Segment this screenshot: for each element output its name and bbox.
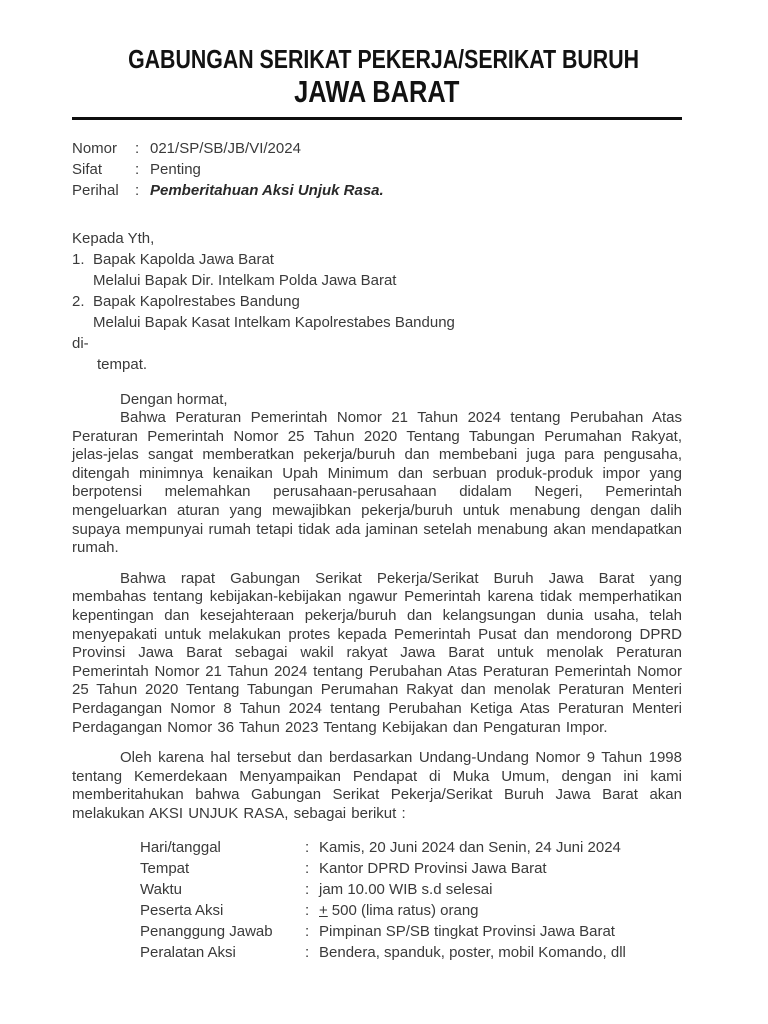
detail-value-place: Kantor DPRD Provinsi Jawa Barat [319, 860, 547, 878]
recipient-number: 2. [72, 293, 85, 310]
participants-count: 500 (lima ratus) orang [331, 902, 479, 920]
letter-nature: Penting [150, 161, 201, 178]
recipient-number: 1. [72, 251, 85, 268]
recipient-via: Melalui Bapak Kasat Intelkam Kapolrestabes Bandung [93, 314, 455, 331]
letter-number: 021/SP/SB/JB/VI/2024 [150, 140, 301, 157]
detail-value-equipment: Bendera, spanduk, poster, mobil Komando, dll [319, 944, 626, 962]
paragraph-3: Oleh karena hal tersebut dan berdasarkan Undang-Undang Nomor 9 Tahun 1998 tentang Kemerdekaan Menyampaikan Pendapat di Muka Umum, dengan ini kami memberitahukan bahwa Gabungan Serikat Pekerja/Serikat Buruh Jawa Barat akan melakukan AKSI UNJUK RASA, sebagai berikut : [72, 749, 682, 822]
letter-subject: Pemberitahuan Aksi Unjuk Rasa. [150, 182, 384, 199]
detail-label: Peralatan Aksi [140, 944, 236, 962]
recipient-name: Bapak Kapolda Jawa Barat [93, 251, 274, 268]
recipient-item [72, 249, 682, 270]
recipient-via: Melalui Bapak Dir. Intelkam Polda Jawa Barat [93, 272, 397, 289]
action-details [140, 837, 682, 963]
recipient-block [72, 228, 682, 375]
detail-label: Waktu [140, 881, 182, 899]
letter-body [72, 390, 682, 823]
detail-label: Penanggung Jawab [140, 923, 273, 941]
detail-separator: : [305, 839, 310, 857]
meta-separator: : [135, 182, 140, 199]
detail-label: Tempat [140, 860, 190, 878]
plus-minus-sign: + [319, 902, 328, 920]
meta-separator: : [135, 140, 140, 157]
recipient-at: di- [72, 335, 89, 352]
detail-label: Hari/tanggal [140, 839, 221, 857]
org-region-text: JAWA BARAT [294, 74, 460, 109]
greeting: Dengan hormat, [120, 391, 228, 408]
detail-value-date: Kamis, 20 Juni 2024 dan Senin, 24 Juni 2024 [319, 839, 621, 857]
detail-separator: : [305, 944, 310, 962]
detail-value-time: jam 10.00 WIB s.d selesai [319, 881, 493, 899]
detail-separator: : [305, 923, 310, 941]
recipient-name: Bapak Kapolrestabes Bandung [93, 293, 300, 310]
meta-label: Perihal [72, 182, 119, 199]
meta-separator: : [135, 161, 140, 178]
recipient-place: tempat. [97, 356, 148, 373]
recipient-salutation: Kepada Yth, [72, 230, 155, 247]
detail-value-responsible: Pimpinan SP/SB tingkat Provinsi Jawa Barat [319, 923, 615, 941]
detail-row-participants [140, 900, 682, 921]
letterhead [72, 45, 682, 120]
org-region [72, 75, 682, 108]
detail-row-equipment [140, 942, 682, 963]
meta-label: Sifat [72, 161, 103, 178]
paragraph-2: Bahwa rapat Gabungan Serikat Pekerja/Serikat Buruh Jawa Barat yang membahas tentang kebijakan-kebijakan ngawur Pemerintah karena tidak memperhatikan kepentingan dan kesejahteraan pekerja/buruh dan kelangsungan dunia usaha, telah menyepakati untuk melakukan protes kepada Pemerintah Pusat dan mendorong DPRD Provinsi Jawa Barat sebagai wakil rakyat Jawa Barat untuk menolak Peraturan Pemerintah Nomor 21 Tahun 2024 tentang Perubahan Atas Peraturan Pemerintah Nomor 25 Tahun 2020 Tentang Tabungan Perumahan Rakyat dan menolak Peraturan Menteri Perdagangan Nomor 8 Tahun 2024 tentang Perubahan Ketiga Atas Peraturan Menteri Perdagangan Nomor 36 Tahun 2023 Tentang Kebijakan dan Pengaturan Impor. [72, 569, 682, 736]
detail-separator: : [305, 881, 310, 899]
detail-row-time [140, 879, 682, 900]
paragraph-1: Bahwa Peraturan Pemerintah Nomor 21 Tahun 2024 tentang Perubahan Atas Peraturan Pemerintah Nomor 25 Tahun 2020 Tentang Tabungan Perumahan Rakyat, jelas-jelas sangat memberatkan pekerja/buruh dan membebani juga para pengusaha, ditengah minimnya kenaikan Upah Minimum dan serbuan produk-produk impor yang berpotensi melemahkan perusahaan-perusahaan didalam Negeri, Pemerintah mengeluarkan aturan yang mewajibkan pekerja/buruh untuk menabung dengan dalih supaya mempunyai rumah tetapi tidak ada jaminan setelah menabung akan mendapatkan rumah. [72, 409, 682, 557]
detail-row-place [140, 858, 682, 879]
detail-separator: : [305, 860, 310, 878]
meta-row-perihal [72, 180, 682, 201]
meta-label: Nomor [72, 140, 118, 157]
recipient-item [72, 291, 682, 312]
detail-row-responsible [140, 921, 682, 942]
org-name [72, 45, 682, 73]
detail-row-date [140, 837, 682, 858]
detail-value-participants [319, 900, 479, 921]
detail-separator: : [305, 902, 310, 920]
letter-meta [72, 138, 682, 201]
letterhead-divider [72, 117, 682, 120]
detail-label: Peserta Aksi [140, 902, 224, 920]
org-name-text: GABUNGAN SERIKAT PEKERJA/SERIKAT BURUH [128, 44, 640, 74]
meta-row-sifat [72, 159, 682, 180]
meta-row-nomor [72, 138, 682, 159]
